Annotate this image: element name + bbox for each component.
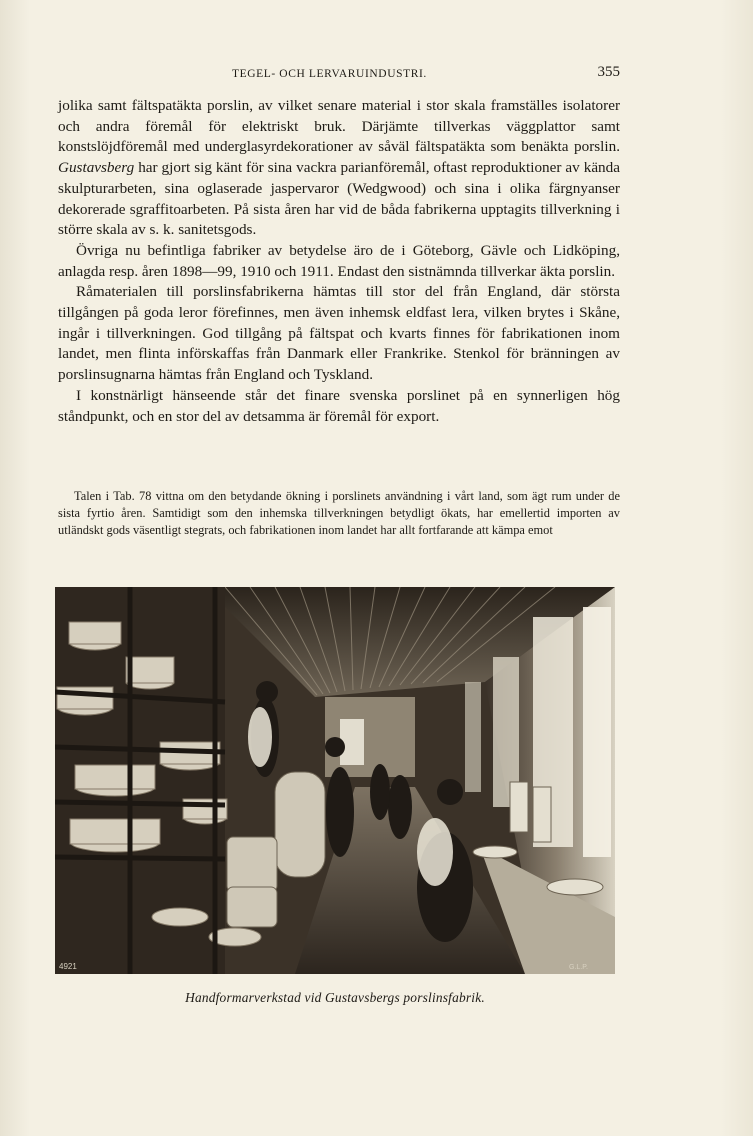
paragraph-1: jolika samt fältspatäkta porslin, av vilket senare material i stor skala framställes isolatorer och andra föremål för elektriskt bruk. Därjämte tillverkas väggplattor samt konstslöjdföremål med underglasyrdekorationer av såväl fältspatäkta som benäkta porslin. Gustavsberg har gjort sig känt för sina vackra parianföremål, oftast reproduktioner av kända skulpturarbeten, sina oglaserade jaspervaror (Wedgwood) och sina i olika färgnyanser dekorerade sgraffitoarbeten. På sista åren har vid de båda fabrikerna upptagits tillverkning i större skala av s. k. sanitetsgods.: [58, 97, 620, 239]
paragraph-3: Råmaterialen till porslinsfabrikerna hämtas till stor del från England, där största tillgången på goda leror förefinnes, men även inhemsk eldfast lera, vilken brytes i Skåne, ingår i tillverkningen. God tillgång på fältspat och kvarts finnes för fabrikationen inom landet, men flinta införskaffas från Danmark eller Frankrike. Stenkol för bränningen av porslinsugnarna hämtas från England och Tyskland.: [58, 283, 620, 384]
paragraph-4: I konstnärligt hänseende står det finare svenska porslinet på en synnerligen hög ståndpunkt, och en stor del av detsamma är föremål för export.: [58, 386, 620, 425]
note-paragraph: Talen i Tab. 78 vittna om den betydande ökning i porslinets användning i vårt land, som ägt rum under de sista fyrtio åren. Samtidigt som den inhemska tillverkningen betydligt ökats, har emellertid importen av utländskt gods väsentligt stegrats, och fabrikationen inom landet har allt fortfarande att kämpa emot: [58, 489, 620, 538]
plate-mark-right: G.L.P.: [569, 964, 588, 971]
paragraph-2: Övriga nu befintliga fabriker av betydelse äro de i Göteborg, Gävle och Lidköping, anlagda resp. åren 1898—99, 1910 och 1911. Endast den sistnämnda tillverkar äkta porslin.: [58, 241, 620, 280]
page-number: 355: [597, 64, 620, 80]
footnote-text: [58, 488, 620, 540]
photo-caption: Handformarverkstad vid Gustavsbergs porslinsfabrik.: [185, 990, 485, 1005]
running-header: [60, 66, 620, 86]
workshop-photograph: [55, 587, 615, 974]
running-title: TEGEL- OCH LERVARUINDUSTRI.: [232, 68, 427, 80]
place-name-gustavsberg: Gustavsberg: [58, 159, 135, 177]
plate-mark-left: 4921: [59, 962, 77, 971]
body-text: [58, 96, 620, 427]
